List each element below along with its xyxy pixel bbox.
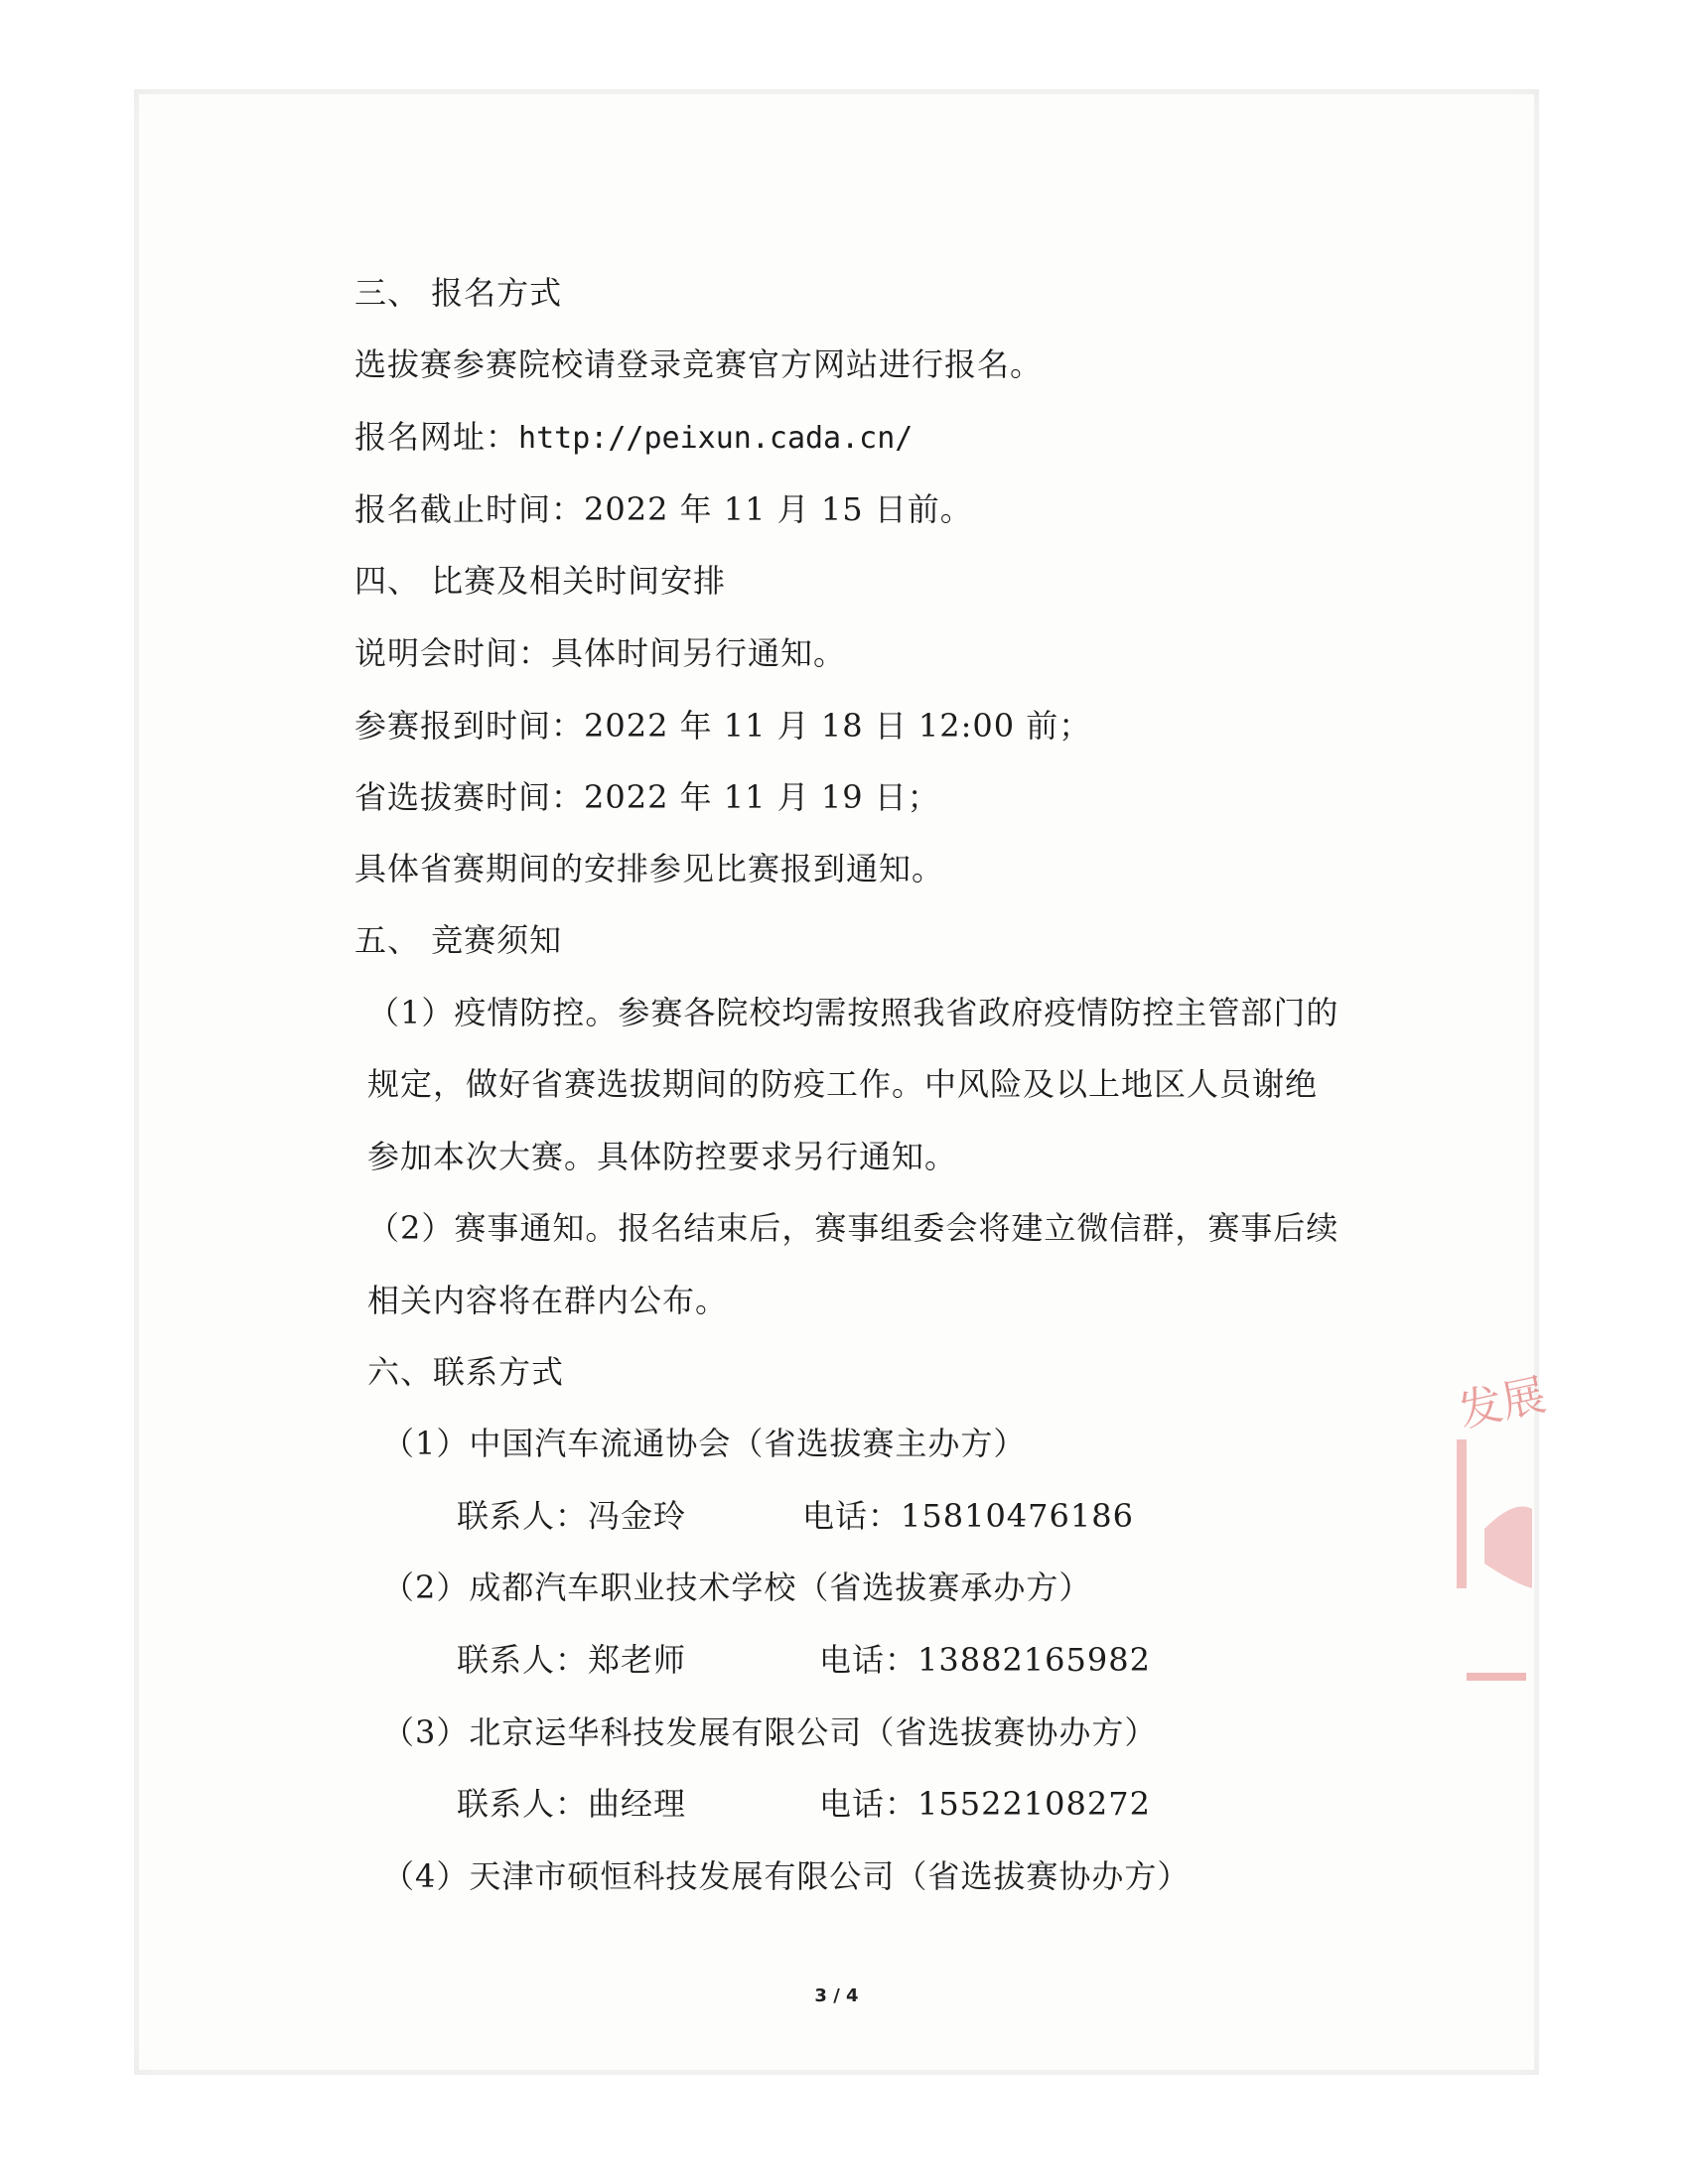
page-number: 3 / 4	[814, 1985, 859, 2006]
section-4-heading: 四、 比赛及相关时间安排	[354, 562, 727, 600]
notice-2-line-1: （2）赛事通知。报名结束后，赛事组委会将建立微信群，赛事后续	[367, 1209, 1339, 1247]
notice-2-line-2: 相关内容将在群内公布。	[367, 1282, 729, 1319]
schedule-note: 具体省赛期间的安排参见比赛报到通知。	[354, 850, 945, 887]
contact-1-phone: 电话：15810476186	[802, 1497, 1134, 1535]
section-3-text: 选拔赛参赛院校请登录竞赛官方网站进行报名。	[354, 345, 1044, 383]
contact-3-org: （3）北京运华科技发展有限公司（省选拔赛协办方）	[382, 1713, 1158, 1751]
stamp-fragment-text: 发展	[1454, 1369, 1551, 1437]
registration-deadline: 报名截止时间：2022 年 11 月 15 日前。	[354, 490, 973, 528]
registration-url-label: 报名网址：	[354, 418, 519, 456]
registration-url-line	[354, 417, 913, 459]
notice-1-line-3: 参加本次大赛。具体防控要求另行通知。	[367, 1138, 958, 1175]
contest-time: 省选拔赛时间：2022 年 11 月 19 日；	[354, 778, 940, 816]
contact-2-person: 联系人：郑老师	[457, 1641, 687, 1679]
contact-3-person: 联系人：曲经理	[457, 1785, 687, 1823]
stamp-seal-icon	[1454, 1350, 1551, 1747]
contact-2-phone: 电话：13882165982	[819, 1641, 1151, 1679]
contact-3-phone: 电话：15522108272	[819, 1785, 1151, 1823]
briefing-time: 说明会时间：具体时间另行通知。	[354, 634, 847, 672]
checkin-time: 参赛报到时间：2022 年 11 月 18 日 12:00 前；	[354, 707, 1092, 745]
section-3-heading: 三、 报名方式	[354, 274, 563, 312]
notice-1-line-2: 规定，做好省赛选拔期间的防疫工作。中风险及以上地区人员谢绝	[367, 1065, 1319, 1103]
contact-1-org: （1）中国汽车流通协会（省选拔赛主办方）	[382, 1425, 1027, 1462]
section-6-heading: 六、联系方式	[367, 1353, 565, 1391]
contact-1-person: 联系人：冯金玲	[457, 1497, 687, 1535]
contact-2-org: （2）成都汽车职业技术学校（省选拔赛承办方）	[382, 1569, 1092, 1606]
document-page	[139, 94, 1551, 2070]
registration-url: http://peixun.cada.cn/	[518, 421, 914, 456]
section-5-heading: 五、 竞赛须知	[354, 921, 563, 959]
contact-4-org: （4）天津市硕恒科技发展有限公司（省选拔赛协办方）	[382, 1857, 1191, 1895]
notice-1-line-1: （1）疫情防控。参赛各院校均需按照我省政府疫情防控主管部门的	[367, 994, 1339, 1031]
partial-red-stamp	[1454, 1350, 1551, 1747]
